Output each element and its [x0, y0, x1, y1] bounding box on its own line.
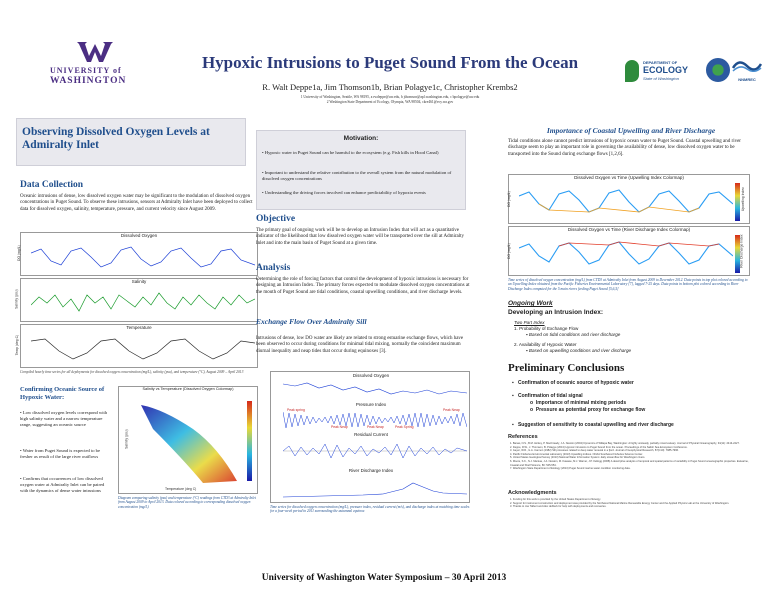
- doe-seal-icon: [706, 58, 730, 82]
- oceanic-source-title: Confirming Oceanic Source of Hypoxic Water:: [20, 386, 105, 401]
- part-2-sub-text: Based on upwelling conditions and river discharge: [528, 348, 632, 353]
- upwelling-plot-title: Dissolved Oxygen vs Time (Upwelling Index Colormap): [574, 175, 684, 180]
- peak-label-2: Peak Neap: [331, 425, 348, 429]
- poster-title: Hypoxic Intrusions to Puget Sound From the Ocean: [201, 53, 579, 72]
- upwelling-colorbar: [735, 183, 740, 221]
- river-discharge-plot: [508, 226, 750, 276]
- ecology-line2: ECOLOGY: [643, 65, 689, 75]
- motivation-item-2: • Important to understand the relative contribution to the overall system from the natural modulation of dissolved oxygen concentrations: [262, 170, 452, 181]
- analysis-title: Analysis: [256, 263, 291, 273]
- analysis-text: Determining the role of forcing factors that control the development of hypoxic intrusions is necessary for designing an Intrusion Index. The primary forces expected to modulate dissolved oxygen concentrations at the mouth of Puget Sound are tidal conditions, coastal upwelling conditions, and river discharge levels.: [256, 277, 470, 295]
- river-plot-title: Dissolved Oxygen vs Time (River Discharge Index Colormap): [567, 227, 691, 232]
- motivation-title: Motivation:: [343, 135, 379, 142]
- ecology-line1: DEPARTMENT OF: [643, 60, 678, 65]
- footer-text: University of Washington Water Symposium – 30 April 2013: [261, 573, 507, 583]
- motivation-item-1-text: Hypoxic water in Puget Sound can be harmful to the ecosystem (e.g. Fish kills in Hood Canal): [264, 150, 439, 155]
- ecology-line3: State of Washington: [643, 76, 679, 81]
- right-plots-caption: Time series of dissolved oxygen concentration (mg/L) from CTD3 at Admiralty Inlet from August 2009 to December 2012. Data points in top plot colored according to an Upwelling Index obtained from the Pacific Fisheries Environmental Laboratory [7], lagged 7-25 days. Data points in bottom plot colored according to River Discharge Index computed for the 5 main rivers feeding Puget Sound [5,6,5]: [508, 278, 748, 291]
- conclusion-2b-text: Pressure as potential proxy for exchange flow: [535, 407, 646, 413]
- two-part-label: Two Part Index: [514, 320, 545, 325]
- importance-text: Tidal conditions alone cannot predict intrusions of hypoxic ocean water to Puget Sound. Coastal upwelling and river discharge seem to play an important role in governing the availability of dense, low dissolved oxygen water to be transported into the Sound during exchange flows [1,2,6].: [508, 139, 741, 157]
- source-bullet-2: • Water from Puget Sound is expected to be fresher as result of the large river outflows: [20, 448, 101, 459]
- exchange-text: Intrusions of dense, low DO water are likely are related to strong estuarine exchange flows, which have been observed to occur during conditions for minimal tidal mixing, normally the coincident maximum diurnal inequality and neap tides that occur during equinoxes [3].: [256, 336, 464, 354]
- ts-diagram: [118, 386, 258, 494]
- authors: R. Walt Deppe1a, Jim Thomson1b, Brian Polagye1c, Christopher Krembs2: [262, 82, 518, 92]
- salinity-plot-title: Salinity: [131, 279, 147, 284]
- source-bullet-3-text: Confirms that occurrences of low dissolved oxygen water at Admiralty Inlet can be paired with the dynamics of dense water intrusions: [20, 476, 105, 493]
- nnmrec-logo: [732, 58, 762, 84]
- uw-logo: [40, 40, 150, 95]
- stack-do-line: [283, 378, 467, 400]
- source-bullet-1-text: Low dissolved oxygen levels correspond with high salinity water and a narrow temperature range, suggesting an oceanic source: [20, 410, 108, 427]
- nnmrec-wave-icon: [732, 58, 762, 72]
- acknowledgments-list: [510, 498, 755, 509]
- peak-label-5: Peak Neap: [443, 408, 460, 412]
- part-2: 2. Availability of Hypoxic Water: [514, 342, 577, 347]
- nnmrec-label: NNMREC: [738, 77, 756, 82]
- peak-label-3: Peak Neap: [367, 425, 384, 429]
- motivation-item-3: • Understanding the driving forces involved can enhance predictability of hypoxia events: [262, 190, 426, 195]
- temperature-series-line: [31, 331, 255, 365]
- conclusion-3-text: Suggestion of sensitivity to coastal upwelling and river discharge: [517, 422, 674, 428]
- conclusion-2a: o Importance of minimal mixing periods: [530, 400, 627, 406]
- upwelling-plot: [508, 174, 750, 224]
- do-series-line: [31, 239, 255, 273]
- stack-caption: Time series for dissolved oxygen concentration (mg/L), pressure index, residual current (m/s), and discharge index at matching time scales for a four-week period in 2011 surrounding the autumnal equinox: [270, 505, 470, 514]
- part-1: 1. Probability of Exchange Flow: [514, 326, 579, 331]
- ecology-logo: [625, 58, 705, 88]
- source-bullet-3: • Confirms that occurrences of low dissolved oxygen water at Admiralty Inlet can be paired with the dynamics of dense water intrusions: [20, 476, 105, 493]
- ts-ylabel: Salinity (psu): [124, 429, 129, 449]
- part-1-sub-text: Based on tidal conditions and river discharge: [528, 332, 621, 337]
- stack-title-do: Dissolved Oxygen: [352, 373, 390, 378]
- stack-title-river: River Discharge Index: [348, 468, 394, 473]
- peak-label-1: Peak spring: [287, 408, 305, 412]
- stack-title-residual: Residual Current: [354, 432, 388, 437]
- left-section-title: Observing Dissolved Oxygen Levels at Admiralty Inlet: [22, 126, 210, 151]
- source-bullet-2-text: Water from Puget Sound is expected to be fresher as result of the large river outflows: [20, 448, 101, 459]
- reference-item: 7. Washington State Department of Ecology (2013) Puget Sound marine water condition monitoring data.: [510, 467, 631, 471]
- ongoing-title: Ongoing Work: [508, 300, 553, 307]
- temperature-timeseries-plot: [15, 324, 258, 368]
- affiliation-2: 2 Washington State Department of Ecology, Olympia, WA 98504, ckre461@ecy.wa.gov: [326, 99, 454, 104]
- conclusion-2b: o Pressure as potential proxy for exchange flow: [530, 407, 646, 413]
- reference-item: 4. Pacific Fisheries Environmental Laboratory (2013) Upwelling indices. NOAA Southwest Fisheries Science Center.: [510, 452, 643, 456]
- motivation-item-3-text: Understanding the driving forces involved can enhance predictability of hypoxia events: [264, 190, 426, 195]
- ts-xlabel: Temperature (deg C): [165, 487, 197, 491]
- part-1-sub: ▪ Based on tidal conditions and river discharge: [526, 332, 621, 337]
- reference-item: 2. Deppe, R.W., J. Thomson, B. Polagye (2013) Hypoxic intrusions to Puget Sound from the ocean. Proceedings of the Salish Sea Ecosystem Conference.: [510, 445, 688, 449]
- acknowledgments-title: Acknowledgments: [508, 490, 557, 496]
- data-collection-title: Data Collection: [20, 180, 84, 190]
- ack-item: 3. Thanks to Joe Talbert and Alex deKlerk for help with deployments and recoveries.: [510, 505, 607, 509]
- do-plot-title: Dissolved Oxygen: [120, 233, 158, 238]
- ts-colorbar: [247, 401, 252, 481]
- conclusion-2-text: Confirmation of tidal signal: [517, 393, 583, 399]
- objective-text: The primary goal of ongoing work will be to develop an Intrusion Index that will act as a quantitative indicator of the likelihood that low dissolved oxygen water will be transported over the sill at Admiralty Inlet and into the main basin of Puget Sound at a given time.: [256, 228, 465, 246]
- river-colorbar-label: River Discharge Index: [739, 234, 744, 268]
- motivation-item-1: • Hypoxic water in Puget Sound can be harmful to the ecosystem (e.g. Fish kills in Hood Canal): [262, 150, 439, 155]
- affiliations: [200, 95, 580, 104]
- references-title: References: [508, 434, 538, 440]
- ts-caption: Diagram comparing salinity (psu) and temperature (°C) readings from CTD3 at Admiralty Inlet from August 2009 to April 2013. Data colored according to corresponding dissolved oxygen concentration (mg/L): [118, 496, 256, 509]
- ts-scatter: [133, 399, 243, 485]
- temperature-plot-ylabel: Temp (deg C): [15, 334, 20, 356]
- data-collection-text: Oceanic intrusions of dense, low dissolved oxygen water may be significant to the modulation of dissolved oxygen concentrations in Puget Sound. To observe these intrusions, sensors at Admiralty Inlet have been deployed to collect data for dissolved oxygen, salinity, temperature, pressure, and current velocity since August 2009.: [20, 194, 253, 212]
- source-bullet-1: • Low dissolved oxygen levels correspond with high salinity water and a narrow temperature range, suggesting an oceanic source: [20, 410, 108, 427]
- conclusion-1: ▪ Confirmation of oceanic source of hypoxic water: [512, 380, 634, 386]
- conclusion-1-text: Confirmation of oceanic source of hypoxic water: [517, 380, 634, 386]
- ongoing-subtitle: Developing an Intrusion Index:: [508, 309, 603, 316]
- left-plots-caption: Compiled hourly time series for all deployments for dissolved oxygen concentration (mg/L), salinity (psu), and temperature (°C), August 2009 – April 2013: [20, 370, 244, 374]
- reference-item: 5. United States Geological Survey (2013) National Water Information System: daily streamflow for Washington rivers.: [510, 456, 646, 460]
- stack-title-pressure: Pressure Index: [355, 402, 387, 407]
- stack-residual-bars: [283, 438, 467, 464]
- ack-item: 1. Funding for this work is provided by the United States Department of Energy.: [510, 498, 601, 501]
- river-ylabel: DO (mg/L): [506, 243, 511, 260]
- part-2-sub: ▪ Based on upwelling conditions and river discharge: [526, 348, 632, 353]
- stack-river-line: [283, 475, 467, 499]
- conclusion-2a-text: Importance of minimal mixing periods: [535, 400, 627, 406]
- references-list: [510, 442, 755, 471]
- river-scatter: [519, 234, 733, 274]
- upwelling-ylabel: DO (mg/L): [506, 191, 511, 208]
- conclusion-2: ▪ Confirmation of tidal signal: [512, 393, 583, 399]
- forcing-stack-plot: [270, 371, 470, 503]
- uw-w-icon: [75, 40, 115, 64]
- reference-item: 3. Geyer, W.R., G.A. Cannon (1982) Sill processes related to deep water renewal in a fjord. Journal of Geophysical Research, 87(C10): 7985-7996.: [510, 449, 679, 453]
- salinity-plot-ylabel: Salinity (psu): [14, 289, 19, 309]
- stack-pressure-line: [283, 410, 467, 430]
- uw-line2: WASHINGTON: [50, 76, 127, 86]
- uw-line1: UNIVERSITY of: [50, 66, 122, 75]
- exchange-title: Exchange Flow Over Admiralty Sill: [256, 317, 367, 326]
- upwelling-colorbar-label: Upwelling Index: [740, 187, 745, 212]
- peak-label-4: Peak Spring: [395, 425, 414, 429]
- reference-item: 6. Moore, S.K., N.J. Mantua, J.A. Newton, M. Kawase, M.J. Warner, J.P. Kellogg (2008) A descriptive analysis of temporal and spatial patterns of variability in Puget Sound oceanographic properties. Estuarine, Coastal and Shelf Science, 80: 545-554.: [510, 459, 749, 467]
- objective-title: Objective: [256, 214, 296, 224]
- motivation-item-2-text: Important to understand the relative contribution to the overall system from the natural modulation of dissolved oxygen concentrations: [262, 170, 452, 181]
- ts-diagram-title: Salinity vs Temperature (Dissolved Oxygen Colormap): [142, 387, 234, 391]
- temperature-plot-title: Temperature: [126, 325, 152, 330]
- affiliation-1: 1 University of Washington, Seattle, WA 98195, a rwdeppe@uw.edu, b jthomson@apl.washington.edu, c bpolagye@uw.edu: [300, 95, 480, 99]
- reference-item: 1. Banas, N.S., B.M. Hickey, P. MacCready, J.A. Newton (2004) Dynamics of Willapa Bay, Washington: A highly unsteady, partially mixed estuary. Journal of Physical Oceanography, 34(11): 2413-2427.: [510, 442, 740, 445]
- ecology-leaf-icon: [625, 60, 639, 82]
- importance-title: Importance of Coastal Upwelling and River Discharge: [546, 126, 716, 135]
- conclusions-title: Preliminary Conclusions: [508, 362, 625, 374]
- salinity-series-line: [31, 285, 255, 319]
- do-timeseries-plot: [16, 232, 258, 276]
- salinity-timeseries-plot: [14, 278, 258, 322]
- do-plot-ylabel: DO (mg/L): [16, 245, 21, 262]
- upwelling-scatter: [519, 182, 733, 222]
- conclusion-3: ▪ Suggestion of sensitivity to coastal upwelling and river discharge: [512, 422, 674, 428]
- ack-item: 2. Support for instrument construction and deployment was provided by the Northwest National Marine Renewable Energy Center and the Applied Physics Lab at the University of Washington.: [510, 501, 730, 505]
